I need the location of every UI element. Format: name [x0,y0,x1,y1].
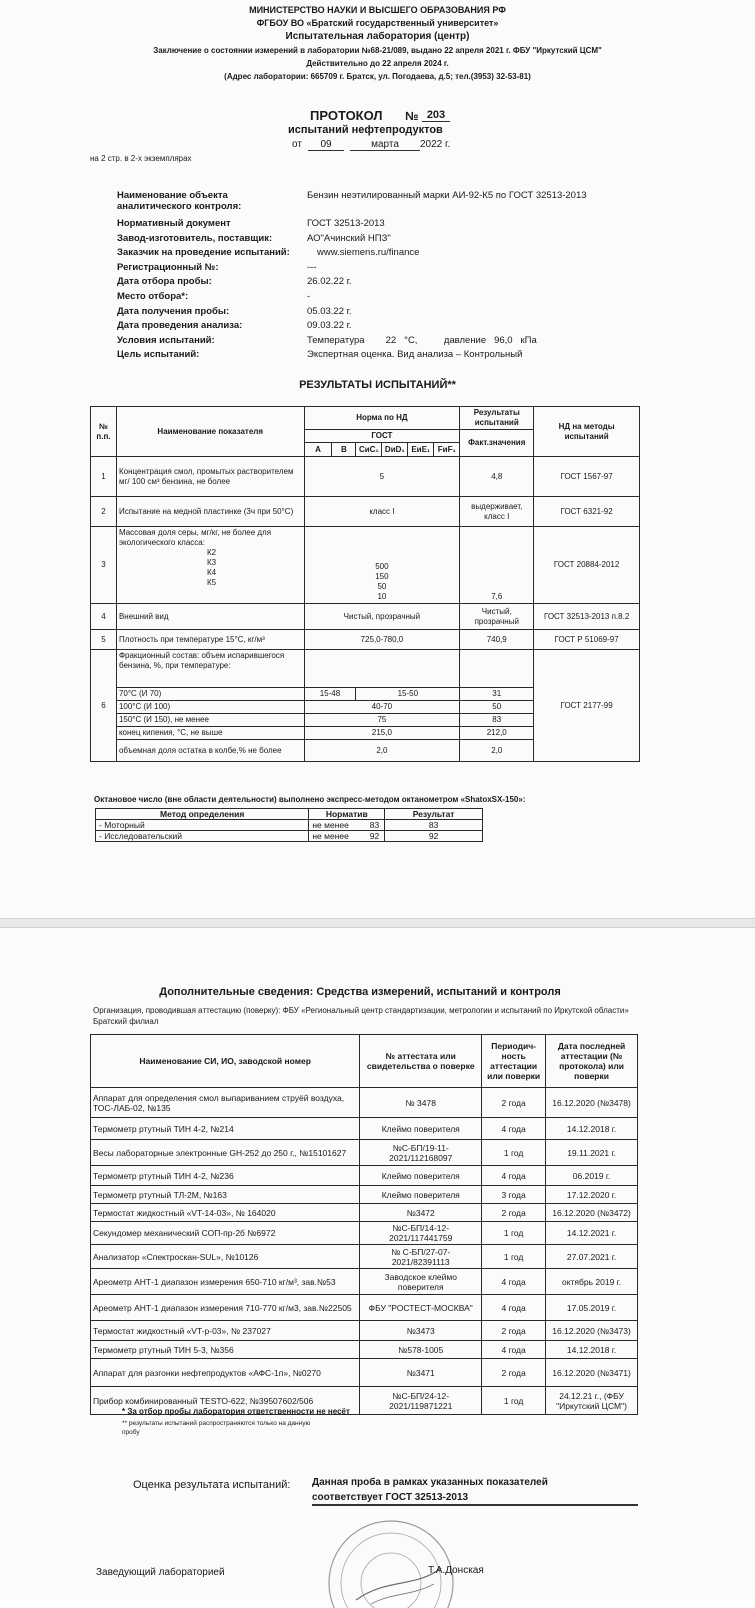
row-result [460,650,534,688]
eq-date: 14.12.2021 г. [546,1222,638,1245]
protocol-subtitle: испытаний нефтепродуктов [288,124,443,136]
protocol-title: ПРОТОКОЛ [310,108,383,123]
eq-name: Ареометр АНТ-1 диапазон измерения 650-710 кг/м³, зав.№53 [91,1269,360,1295]
sub-row-norm: 75 [304,714,460,727]
header-ministry: МИНИСТЕРСТВО НАУКИ И ВЫСШЕГО ОБРАЗОВАНИЯ РФ [249,5,506,15]
eq-cert: № 3478 [360,1088,482,1118]
eq-period: 1 год [482,1140,546,1166]
eq-name: Термометр ртутный ТИН 4-2, №236 [91,1166,360,1186]
row-name: Испытание на медной пластинке (3ч при 50°С) [116,497,304,527]
sub-row-name: 150°С (И 150), не менее [116,714,304,727]
eq-header-name: Наименование СИ, ИО, заводской номер [91,1035,360,1088]
protocol-day: 09 [308,139,344,151]
eq-date: 17.12.2020 г. [546,1186,638,1204]
sub-row-result: 83 [460,714,534,727]
sub-row-norm: 2,0 [304,740,460,762]
eq-name: Аппарат для разгонки нефтепродуктов «АФС-1п», №0270 [91,1359,360,1387]
eq-cert: № С-БП/27-07-2021/82391113 [360,1245,482,1269]
row-name-text: Массовая доля серы, мг/кг, не более для экологического класса: [118,528,272,547]
sub-norm: 10 [377,592,387,601]
protocol-number-label: № [405,109,419,123]
col-header-norm: Норма по НД [304,407,460,430]
head-of-lab-name: Т.А.Донская [428,1565,484,1576]
row-norm: Чистый, прозрачный [304,604,460,630]
sub-row-result: 212,0 [460,727,534,740]
results-title: РЕЗУЛЬТАТЫ ИСПЫТАНИЙ** [299,379,456,391]
info-row [115,190,589,218]
info-label: Цель испытаний: [117,349,200,361]
table-row [91,527,640,604]
sub-row-result: 50 [460,701,534,714]
table-row [91,1341,638,1359]
info-value: Экспертная оценка. Вид анализа – Контрольный [307,349,523,361]
info-row [115,276,589,291]
info-label: Дата отбора пробы: [117,276,212,288]
eq-name: Термометр ртутный ТИН 4-2, №214 [91,1118,360,1140]
info-value: 09.03.22 г. [307,320,352,332]
eq-name: Термостат жидкостный «VT-14-03», № 164020 [91,1204,360,1222]
eq-cert: №3472 [360,1204,482,1222]
sub-row-norm: 40-70 [304,701,460,714]
table-row [91,1359,638,1387]
sub-norm: 500 [375,562,389,571]
sub-row-name: 70°С (И 70) [116,688,304,701]
row-num: 1 [91,457,117,497]
table-row [96,831,483,842]
info-label: Условия испытаний: [117,334,215,346]
info-row [115,349,589,364]
table-row [91,650,640,688]
octane-result: 83 [385,820,483,831]
eq-period: 4 года [482,1269,546,1295]
eq-cert: ФБУ "РОСТЕСТ-МОСКВА" [360,1295,482,1321]
assessment-line-1: Данная проба в рамках указанных показателей [312,1477,548,1488]
row-name: Плотность при температуре 15°С, кг/м³ [116,630,304,650]
col-header-num: № п.п. [91,407,117,457]
eq-date: 16.12.2020 (№3471) [546,1359,638,1387]
header-conclusion: Заключение о состоянии измерений в лаборатории №68-21/089, выдано 22 апреля 2021 г. ФБУ "Иркутский ЦСМ" [153,46,602,55]
eq-name: Термометр ртутный ТЛ-2М, №163 [91,1186,360,1204]
results-table [90,406,640,762]
page-separator [0,918,755,928]
eq-header-period: Периодич- ность аттестации или поверки [482,1035,546,1088]
class-header: А [304,443,332,457]
octane-table [95,808,483,842]
header-address: (Адрес лаборатории: 665709 г. Братск, ул. Погодаева, д.5; тел.(3953) 32-53-81) [224,72,531,81]
eq-cert: №3471 [360,1359,482,1387]
sub-row-norm-b: 15-50 [356,688,460,701]
info-row [115,247,589,262]
octane-header-method: Метод определения [96,809,309,820]
row-result: выдерживает, класс I [460,497,534,527]
info-row [115,233,589,248]
eq-period: 1 год [482,1387,546,1415]
col-header-fact: Факт.значения [460,430,534,457]
octane-result: 92 [385,831,483,842]
sub-class: К3 [206,558,217,567]
info-row [115,335,589,350]
eq-cert: Клеймо поверителя [360,1118,482,1140]
eq-period: 4 года [482,1295,546,1321]
eq-name: Термостат жидкостный «VT-р-03», № 237027 [91,1321,360,1341]
sub-row-name: объемная доля остатка в колбе,% не более [116,740,304,762]
row-num: 2 [91,497,117,527]
col-header-gost: ГОСТ [304,430,460,443]
table-row [91,630,640,650]
eq-cert: Клеймо поверителя [360,1186,482,1204]
info-value: 26.02.22 г. [307,276,352,288]
eq-date: 24.12.21 г., (ФБУ "Иркутский ЦСМ") [546,1387,638,1415]
row-method: ГОСТ 1567-97 [534,457,640,497]
eq-cert: №578-1005 [360,1341,482,1359]
col-header-name: Наименование показателя [116,407,304,457]
sub-row-name: 100°С (И 100) [116,701,304,714]
table-row [91,604,640,630]
row-num: 4 [91,604,117,630]
info-label: Заказчик на проведение испытаний: [117,247,290,259]
table-row [91,497,640,527]
eq-date: 19.11.2021 г. [546,1140,638,1166]
attestation-org: Организация, проводившая аттестацию (поверку): ФБУ «Региональный центр стандартизации, метрологии и испытаний по Иркутской области» Братский филиал [93,1006,629,1026]
eq-period: 2 года [482,1088,546,1118]
info-row [115,306,589,321]
row-result: Чистый, прозрачный [460,604,534,630]
eq-date: 06.2019 г. [546,1166,638,1186]
info-label: Регистрационный №: [117,261,219,273]
eq-name: Анализатор «Спектроскан-SUL», №10126 [91,1245,360,1269]
class-header: СиС₁ [356,443,382,457]
eq-period: 3 года [482,1186,546,1204]
header-university: ФГБОУ ВО «Братский государственный университет» [256,18,499,28]
eq-cert: №С-БП/19-11-2021/112168097 [360,1140,482,1166]
eq-period: 4 года [482,1341,546,1359]
octane-norm: 92 [365,831,385,842]
col-header-method: НД на методы испытаний [534,407,640,457]
sub-row-result: 31 [460,688,534,701]
row-name: Фракционный состав: объем испарившегося бензина, %, при температуре: [116,650,304,688]
class-header: ЕиЕ₁ [408,443,434,457]
info-value: Бензин неэтилированный марки АИ-92-К5 по ГОСТ 32513-2013 [307,190,587,201]
table-row [91,1204,638,1222]
table-row [91,1321,638,1341]
eq-cert: №С-БП/14-12-2021/117441759 [360,1222,482,1245]
row-norm [304,650,460,688]
octane-norm-label: не менее [309,831,365,842]
sub-row-name: конец кипения, °С, не выше [116,727,304,740]
sub-norm: 50 [377,582,387,591]
eq-cert: №3473 [360,1321,482,1341]
row-result: 740,9 [460,630,534,650]
eq-date: 17.05.2019 г. [546,1295,638,1321]
sub-norm: 150 [375,572,389,581]
table-row [91,1269,638,1295]
info-label: Нормативный документ [117,218,231,229]
table-row [91,1186,638,1204]
eq-name: Термометр ртутный ТИН 5-3, №356 [91,1341,360,1359]
eq-date: 14.12.2018 г. [546,1341,638,1359]
eq-header-cert: № аттестата или свидетельства о поверке [360,1035,482,1088]
sample-info-table [115,190,589,364]
octane-method: - Моторный [96,820,309,831]
eq-period: 4 года [482,1118,546,1140]
info-row [115,218,589,233]
eq-name: Прибор комбинированный TESTO-622, №39507602/506 [91,1387,360,1415]
eq-period: 2 года [482,1321,546,1341]
table-row [91,1140,638,1166]
eq-cert: №С-БП/24-12-2021/119871221 [360,1387,482,1415]
octane-header-result: Результат [385,809,483,820]
info-value: --- [307,261,317,273]
sub-class: К2 [206,548,217,557]
eq-cert: Заводское клеймо поверителя [360,1269,482,1295]
row-result: 4,8 [460,457,534,497]
head-of-lab-label: Заведующий лабораторией [96,1567,225,1578]
eq-period: 1 год [482,1222,546,1245]
info-label: Завод-изготовитель, поставщик: [117,232,273,244]
protocol-month: марта [350,139,420,151]
info-row [115,262,589,277]
info-value: ГОСТ 32513-2013 [307,218,385,229]
octane-norm-label: не менее [309,820,365,831]
sub-row-norm-a: 15-48 [304,688,356,701]
laboratory-seal-icon [316,1508,466,1608]
octane-norm: 83 [365,820,385,831]
header-lab: Испытательная лаборатория (центр) [285,31,470,42]
eq-name: Весы лабораторные электронные GH-252 до 250 г., №15101627 [91,1140,360,1166]
row-method: ГОСТ 6321-92 [534,497,640,527]
table-row [91,1295,638,1321]
eq-date: 16.12.2020 (№3478) [546,1088,638,1118]
info-label: Наименование объекта аналитического контроля: [117,190,242,212]
octane-method: - Исследовательский [96,831,309,842]
info-label: Дата проведения анализа: [117,320,243,332]
eq-name: Аппарат для определения смол выпариванием струёй воздуха, ТОС-ЛАБ-02, №135 [91,1088,360,1118]
header-valid: Действительно до 22 апреля 2024 г. [306,59,449,68]
eq-name: Ареометр АНТ-1 диапазон измерения 710-770 кг/м3, зав.№22505 [91,1295,360,1321]
row-method: ГОСТ 32513-2013 п.8.2 [534,604,640,630]
row-norm: класс I [304,497,460,527]
table-row [91,1088,638,1118]
info-label: Место отбора*: [117,290,189,302]
sub-row-result: 2,0 [460,740,534,762]
sub-class: К5 [206,578,217,587]
info-value: - [307,290,311,302]
class-header: DиD₁ [382,443,408,457]
table-row [96,820,483,831]
class-header: В [332,443,356,457]
footnote-sampling: * За отбор пробы лаборатория ответственности не несёт [122,1407,350,1416]
info-value: www.siemens.ru/finance [317,247,420,259]
pages-note: на 2 стр. в 2-х экземплярах [90,154,192,163]
info-label: Дата получения пробы: [117,305,230,317]
row-method: ГОСТ 20884-2012 [534,527,640,604]
assessment-label: Оценка результата испытаний: [133,1479,291,1491]
equipment-title: Дополнительные сведения: Средства измерений, испытаний и контроля [159,986,561,998]
table-row [91,1118,638,1140]
equipment-table [90,1034,638,1415]
eq-period: 2 года [482,1359,546,1387]
octane-title: Октановое число (вне области деятельности) выполнено экспресс-методом октанометром «ShatoxSX-150»: [94,795,526,804]
eq-date: 16.12.2020 (№3473) [546,1321,638,1341]
row-name: Внешний вид [116,604,304,630]
info-row [115,320,589,335]
table-row [91,1166,638,1186]
row-num: 6 [91,650,117,762]
eq-date: 27.07.2021 г. [546,1245,638,1269]
sub-row-norm: 215,0 [304,727,460,740]
protocol-year: 2022 г. [420,139,451,150]
eq-header-date: Дата последней аттестации (№ протокола) или поверки [546,1035,638,1088]
eq-date: 14.12.2018 г. [546,1118,638,1140]
row-norm: 725,0-780,0 [304,630,460,650]
row-name: Концентрация смол, промытых растворителем мг/ 100 см³ бензина, не более [116,457,304,497]
protocol-from-label: от [292,139,302,150]
sub-class: К4 [206,568,217,577]
eq-period: 4 года [482,1166,546,1186]
eq-date: октябрь 2019 г. [546,1269,638,1295]
assessment-line-2: соответствует ГОСТ 32513-2013 [312,1492,638,1506]
row-norm [304,527,460,604]
info-row [115,291,589,306]
table-row [91,1222,638,1245]
footnote-results: ** результаты испытаний распространяются только на данную пробу [122,1420,311,1436]
row-num: 5 [91,630,117,650]
octane-header-norm: Норматив [309,809,385,820]
info-value: Температура 22 °С, давление 96,0 кПа [307,334,537,346]
table-row [91,1245,638,1269]
class-header: FиF₁ [434,443,460,457]
eq-cert: Клеймо поверителя [360,1166,482,1186]
info-value: АО"Ачинский НПЗ" [307,232,391,244]
eq-period: 1 год [482,1245,546,1269]
eq-date: 16.12.2020 (№3472) [546,1204,638,1222]
protocol-number: 203 [422,109,450,122]
row-method: ГОСТ Р 51069-97 [534,630,640,650]
col-header-result: Результаты испытаний [460,407,534,430]
eq-name: Секундомер механический СОП-пр-2б №6972 [91,1222,360,1245]
row-result: 7,6 [460,527,534,604]
row-norm: 5 [304,457,460,497]
info-value: 05.03.22 г. [307,305,352,317]
eq-period: 2 года [482,1204,546,1222]
row-method: ГОСТ 2177-99 [534,650,640,762]
table-row [91,457,640,497]
row-name [116,527,304,604]
row-num: 3 [91,527,117,604]
